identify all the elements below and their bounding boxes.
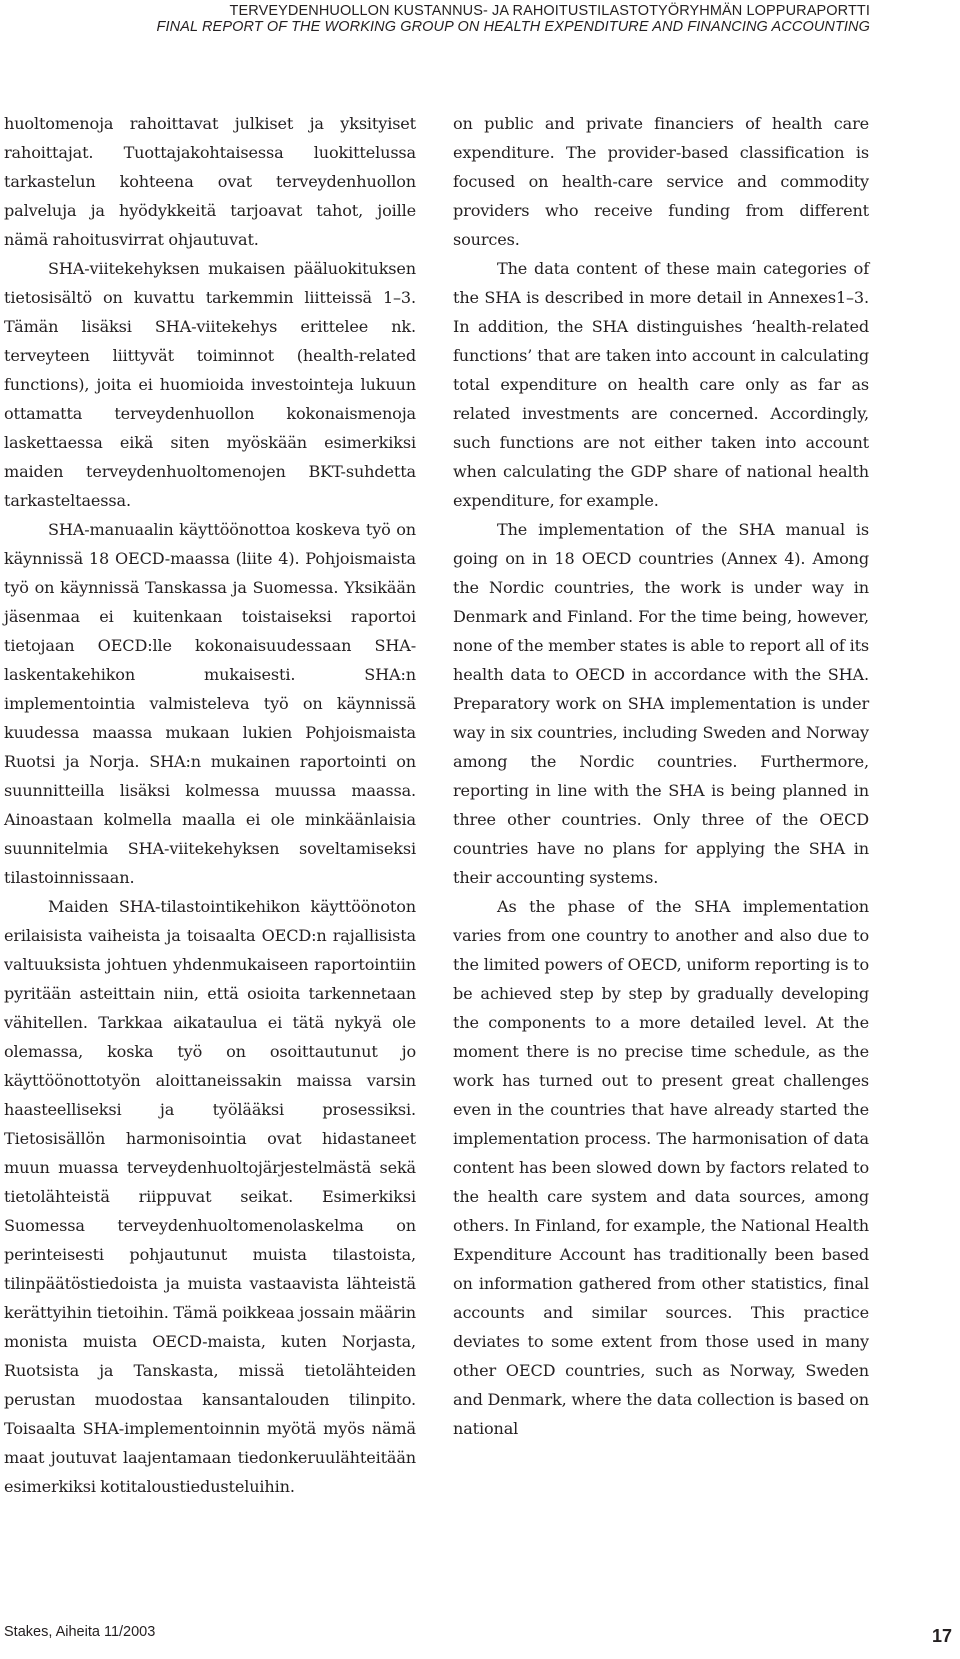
left-column-finnish: [4, 109, 416, 1501]
page-number: 17: [931, 1626, 952, 1646]
right-paragraph-2: The data content of these main categories of the SHA is described in more detail in Annexes1–3. In addition, the SHA distinguishes ‘health-related functions’ that are taken into account in calculating total expenditure on health care only as far as related investments are concerned. Accordingly, such functions are not either taken into account when calculating the GDP share of national health expenditure, for example.: [453, 259, 869, 510]
right-paragraph-1: on public and private financiers of health care expenditure. The provider-based classification is focused on health-care service and commodity providers who receive funding from different sources.: [453, 114, 869, 249]
header-title-english: FINAL REPORT OF THE WORKING GROUP ON HEALTH EXPENDITURE AND FINANCING ACCOUNTING: [156, 19, 870, 35]
running-header: [157, 3, 870, 35]
right-paragraph-4: As the phase of the SHA implementation varies from one country to another and also due to the limited powers of OECD, uniform reporting is to be achieved step by step by gradually developing the components to a more detailed level. At the moment there is no precise time schedule, as the work has turned out to present great challenges even in the countries that have already started the implementation process. The harmonisation of data content has been slowed down by factors related to the health care system and data sources, among others. In Finland, for example, the National Health Expenditure Account has traditionally been based on information gathered from other statistics, final accounts and similar sources. This practice deviates to some extent from those used in many other OECD countries, such as Norway, Sweden and Denmark, where the data collection is based on national: [453, 897, 869, 1438]
right-paragraph-3: The implementation of the SHA manual is going on in 18 OECD countries (Annex 4). Among the Nordic countries, the work is under way in Denmark and Finland. For the time being, however, none of the member states is able to report all of its health data to OECD in accordance with the SHA. Preparatory work on SHA implementation is under way in six countries, including Sweden and Norway among the Nordic countries. Furthermore, reporting in line with the SHA is being planned in three other countries. Only three of the OECD countries have no plans for applying the SHA in their accounting systems.: [453, 520, 869, 887]
left-paragraph-2: SHA-viitekehyksen mukaisen pääluokituksen tietosisältö on kuvattu tarkemmin liitteissä 1–3. Tämän lisäksi SHA-viitekehys erittelee nk. terveyteen liittyvät toiminnot (health-related functions), joita ei huomioida investointeja lukuun ottamatta terveydenhuollon kokonaismenoja laskettaessa eikä siten myöskään esimerkiksi maiden terveydenhuoltomenojen BKT-suhdetta tarkasteltaessa.: [4, 259, 416, 510]
left-paragraph-3: SHA-manuaalin käyttöönottoa koskeva työ on käynnissä 18 OECD-maassa (liite 4). Pohjoismaista työ on käynnissä Tanskassa ja Suomessa. Yksikään jäsenmaa ei kuitenkaan toistaiseksi raportoi tietojaan OECD:lle kokonaisuudessaan SHA-laskentakehikon mukaisesti. SHA:n implementointia valmisteleva työ on käynnissä kuudessa maassa mukaan lukien Pohjoismaista Ruotsi ja Norja. SHA:n mukainen raportointi on suunnitteilla lisäksi kolmessa muussa maassa. Ainoastaan kolmella maalla ei ole minkäänlaisia suunnitelmia SHA-viitekehyksen soveltamiseksi tilastoinnissaan.: [4, 520, 416, 887]
left-paragraph-1: huoltomenoja rahoittavat julkiset ja yksityiset rahoittajat. Tuottajakohtaisessa luokittelussa tarkastelun kohteena ovat terveydenhuollon palveluja ja hyödykkeitä tarjoavat tahot, joille nämä rahoitusvirrat ohjautuvat.: [4, 114, 416, 249]
header-title-finnish: TERVEYDENHUOLLON KUSTANNUS- JA RAHOITUSTILASTOTYÖRYHMÄN LOPPURAPORTTI: [229, 3, 870, 19]
footer-publication: Stakes, Aiheita 11/2003: [4, 1624, 156, 1640]
right-column-english: [453, 109, 869, 1443]
left-paragraph-4: Maiden SHA-tilastointikehikon käyttöönoton erilaisista vaiheista ja toisaalta OECD:n rajallisista valtuuksista johtuen yhdenmukaiseen raportointiin pyritään asteittain niin, että osioita tarkennetaan vähitellen. Tarkkaa aikataulua ei tätä nykyä ole olemassa, koska työ on osoittautunut jo käyttöönottotyön aloittaneissakin maissa varsin haasteelliseksi ja työlääksi prosessiksi. Tietosisällön harmonisointia ovat hidastaneet muun muassa terveydenhuoltojärjestelmästä sekä tietolähteistä riippuvat seikat. Esimerkiksi Suomessa terveydenhuoltomenolaskelma on perinteisesti pohjautunut muista tilastoista, tilinpäätöstiedoista ja muista vastaavista lähteistä kerättyihin tietoihin. Tämä poikkeaa jossain määrin monista muista OECD-maista, kuten Norjasta, Ruotsista ja Tanskasta, missä tietolähteiden perustan muodostaa kansantalouden tilinpito. Toisaalta SHA-implementoinnin myötä myös nämä maat joutuvat laajentamaan tiedonkeruulähteitään esimerkiksi kotitaloustiedusteluihin.: [4, 897, 416, 1496]
